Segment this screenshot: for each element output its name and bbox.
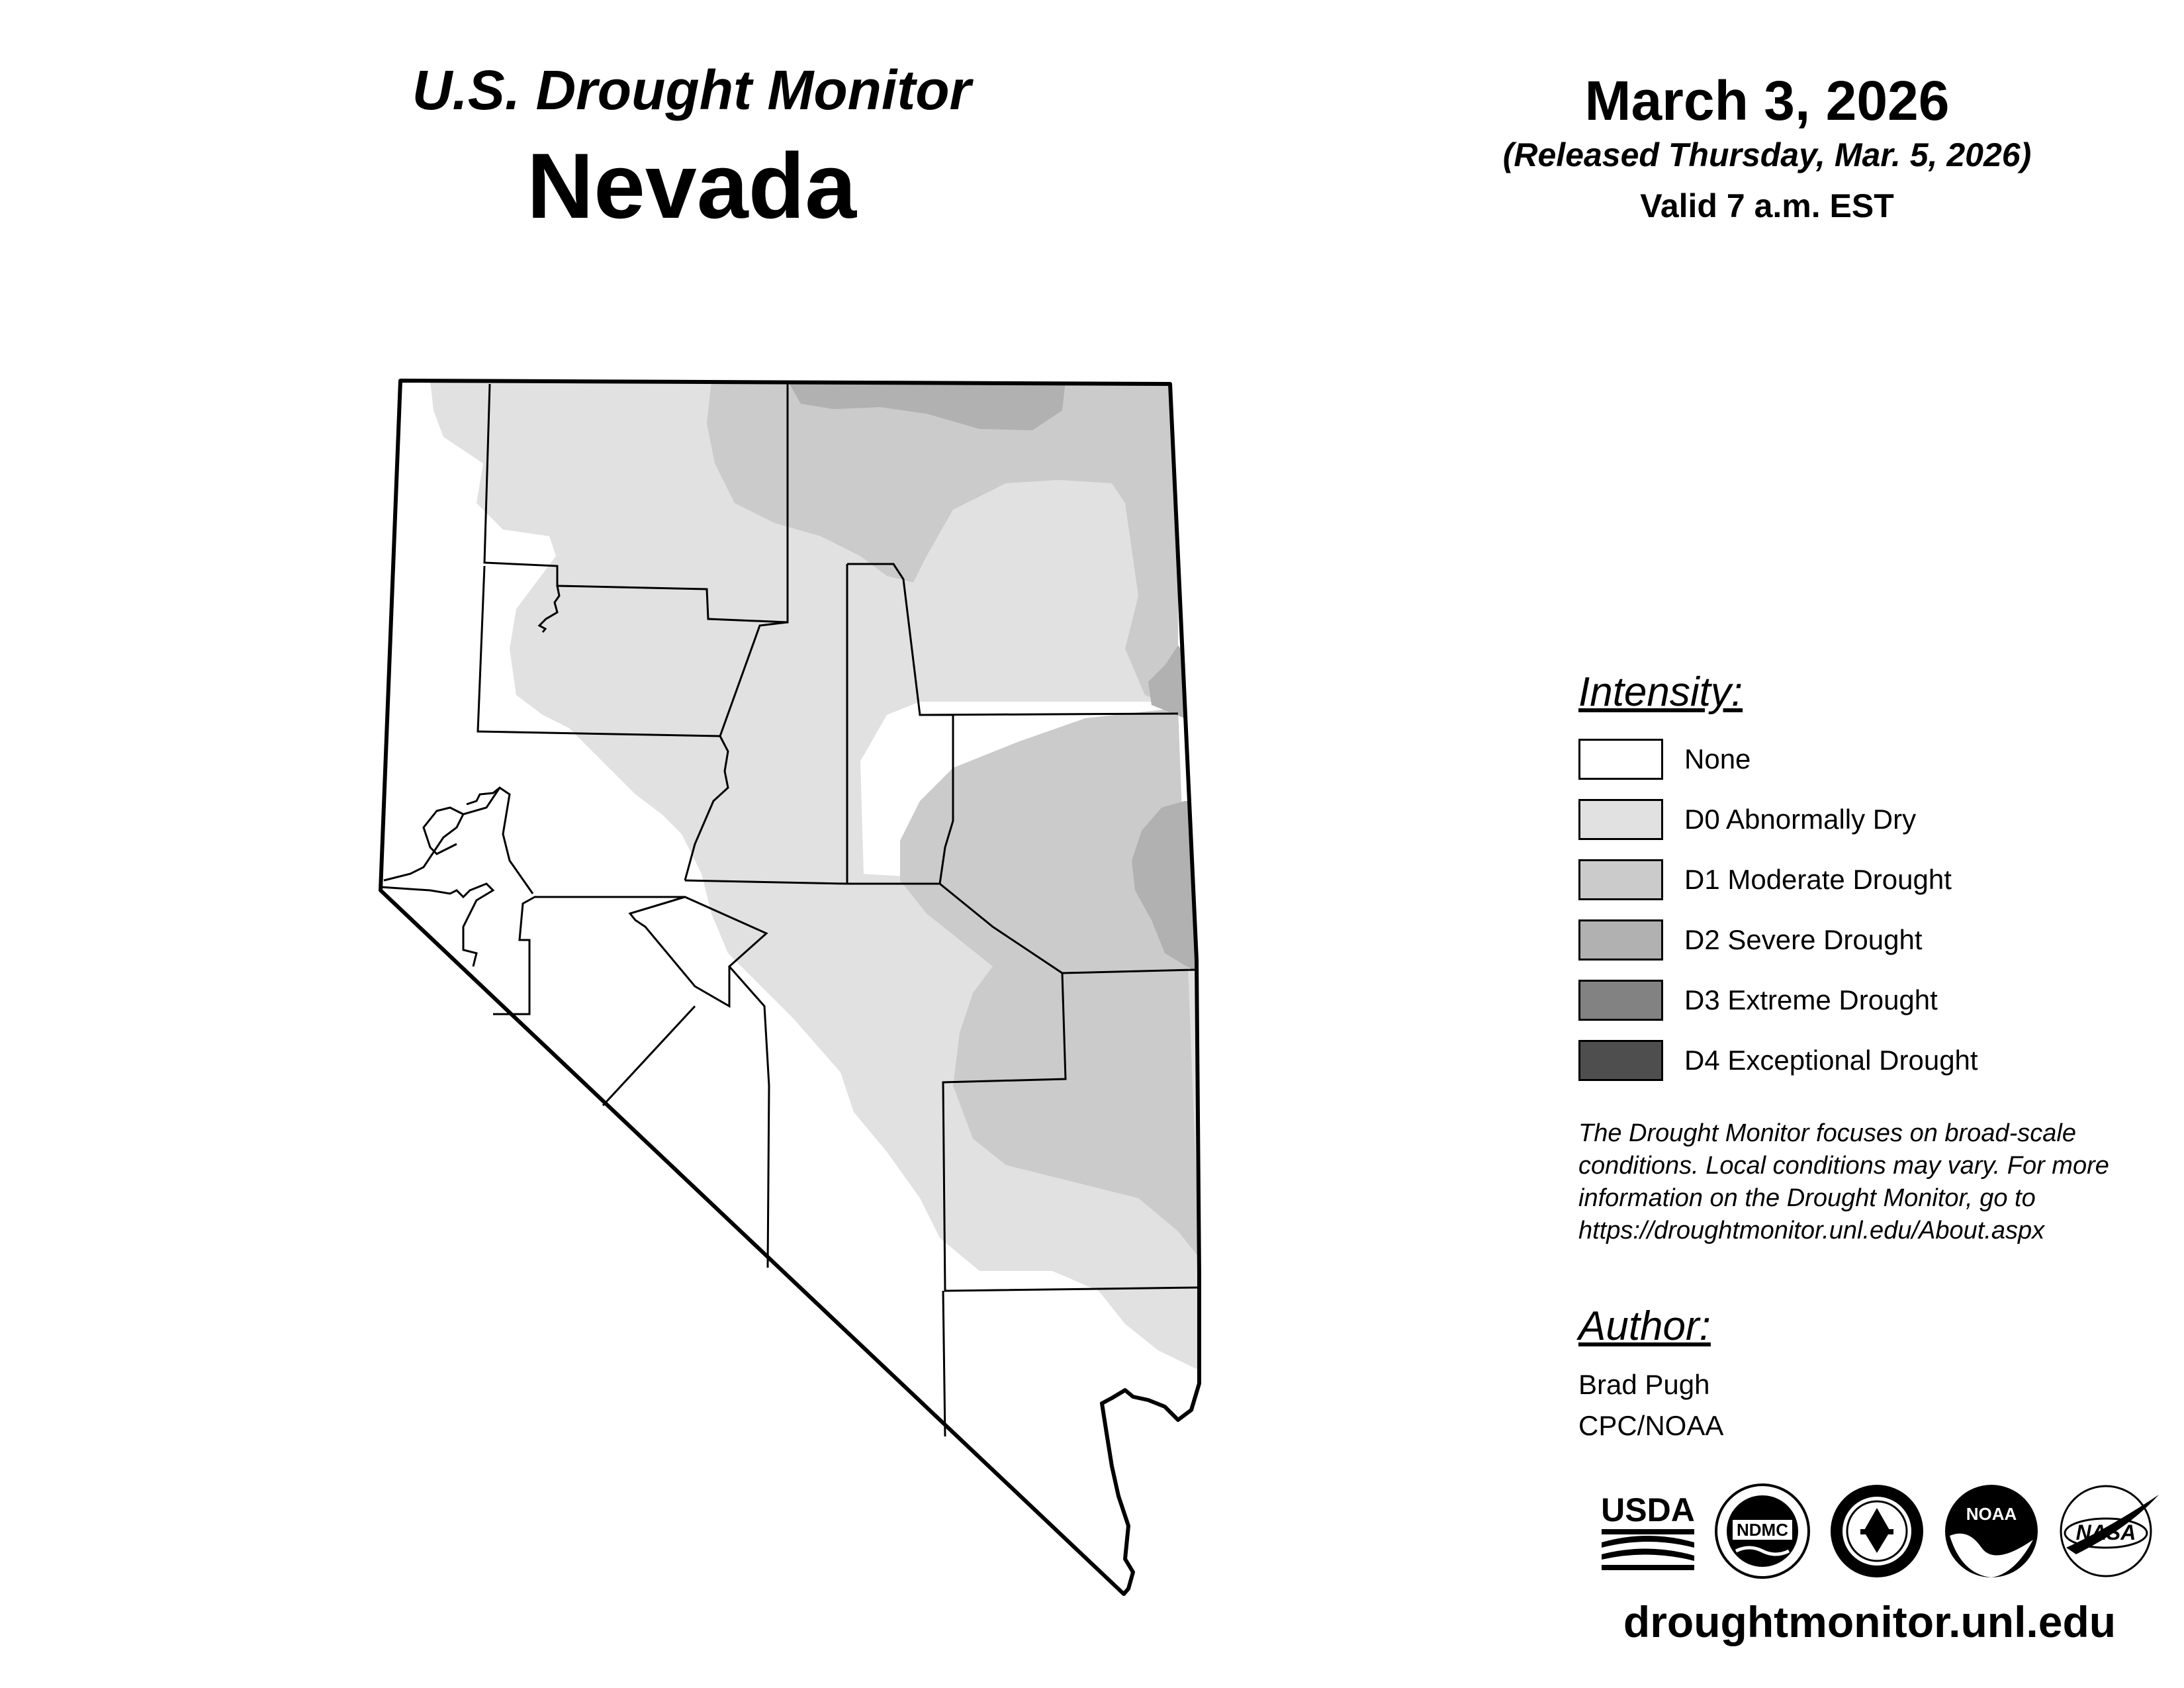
legend-swatch-d2 bbox=[1578, 919, 1663, 961]
map-date: March 3, 2026 bbox=[1584, 70, 1950, 132]
nasa-logo-icon bbox=[2056, 1481, 2162, 1581]
disclaimer-note: The Drought Monitor focuses on broad-scale conditions. Local conditions may vary. For more information on the Drought Monitor, go to https://droughtmonitor.unl.edu/About.aspx bbox=[1578, 1119, 2109, 1244]
svg-text:NOAA: NOAA bbox=[1966, 1504, 2017, 1524]
author-title: Author: bbox=[1578, 1303, 1711, 1349]
commerce-seal-icon bbox=[1827, 1481, 1927, 1581]
website-url[interactable]: droughtmonitor.unl.edu bbox=[1623, 1597, 2116, 1646]
drought-areas bbox=[430, 381, 1199, 1370]
legend-label-d3: D3 Extreme Drought bbox=[1684, 984, 1938, 1015]
legend-item-d3 bbox=[1578, 978, 1938, 1022]
legend-swatch-d3 bbox=[1578, 980, 1663, 1021]
legend-swatch-d1 bbox=[1578, 859, 1663, 900]
noaa-logo-icon bbox=[1942, 1481, 2041, 1581]
ndmc-logo-icon bbox=[1713, 1481, 1812, 1581]
product-title: U.S. Drought Monitor bbox=[412, 59, 972, 121]
legend-item-d4 bbox=[1578, 1039, 1978, 1082]
legend-label-d4: D4 Exceptional Drought bbox=[1684, 1045, 1978, 1076]
legend-swatch-none bbox=[1578, 739, 1663, 780]
legend-label-d1: D1 Moderate Drought bbox=[1684, 864, 1952, 895]
svg-text:USDA: USDA bbox=[1601, 1491, 1695, 1528]
legend-item-d1 bbox=[1578, 858, 1952, 902]
svg-text:NASA: NASA bbox=[2075, 1521, 2136, 1544]
legend-label-none: None bbox=[1684, 743, 1751, 774]
release-date: (Released Thursday, Mar. 5, 2026) bbox=[1502, 136, 2032, 173]
valid-time: Valid 7 a.m. EST bbox=[1640, 187, 1894, 224]
usda-logo-icon bbox=[1598, 1481, 1698, 1581]
svg-text:NDMC: NDMC bbox=[1737, 1520, 1788, 1540]
legend-label-d2: D2 Severe Drought bbox=[1684, 924, 1923, 955]
legend-label-d0: D0 Abnormally Dry bbox=[1684, 804, 1917, 835]
author-name: Brad Pugh bbox=[1578, 1369, 1710, 1400]
legend-title: Intensity: bbox=[1578, 669, 1743, 715]
legend-item-d2 bbox=[1578, 918, 1923, 962]
legend-swatch-d0 bbox=[1578, 799, 1663, 840]
author-org: CPC/NOAA bbox=[1578, 1410, 1724, 1441]
legend-item-none bbox=[1578, 737, 1751, 781]
legend-swatch-d4 bbox=[1578, 1040, 1663, 1081]
state-title: Nevada bbox=[526, 134, 857, 238]
legend-item-d0 bbox=[1578, 798, 1916, 841]
